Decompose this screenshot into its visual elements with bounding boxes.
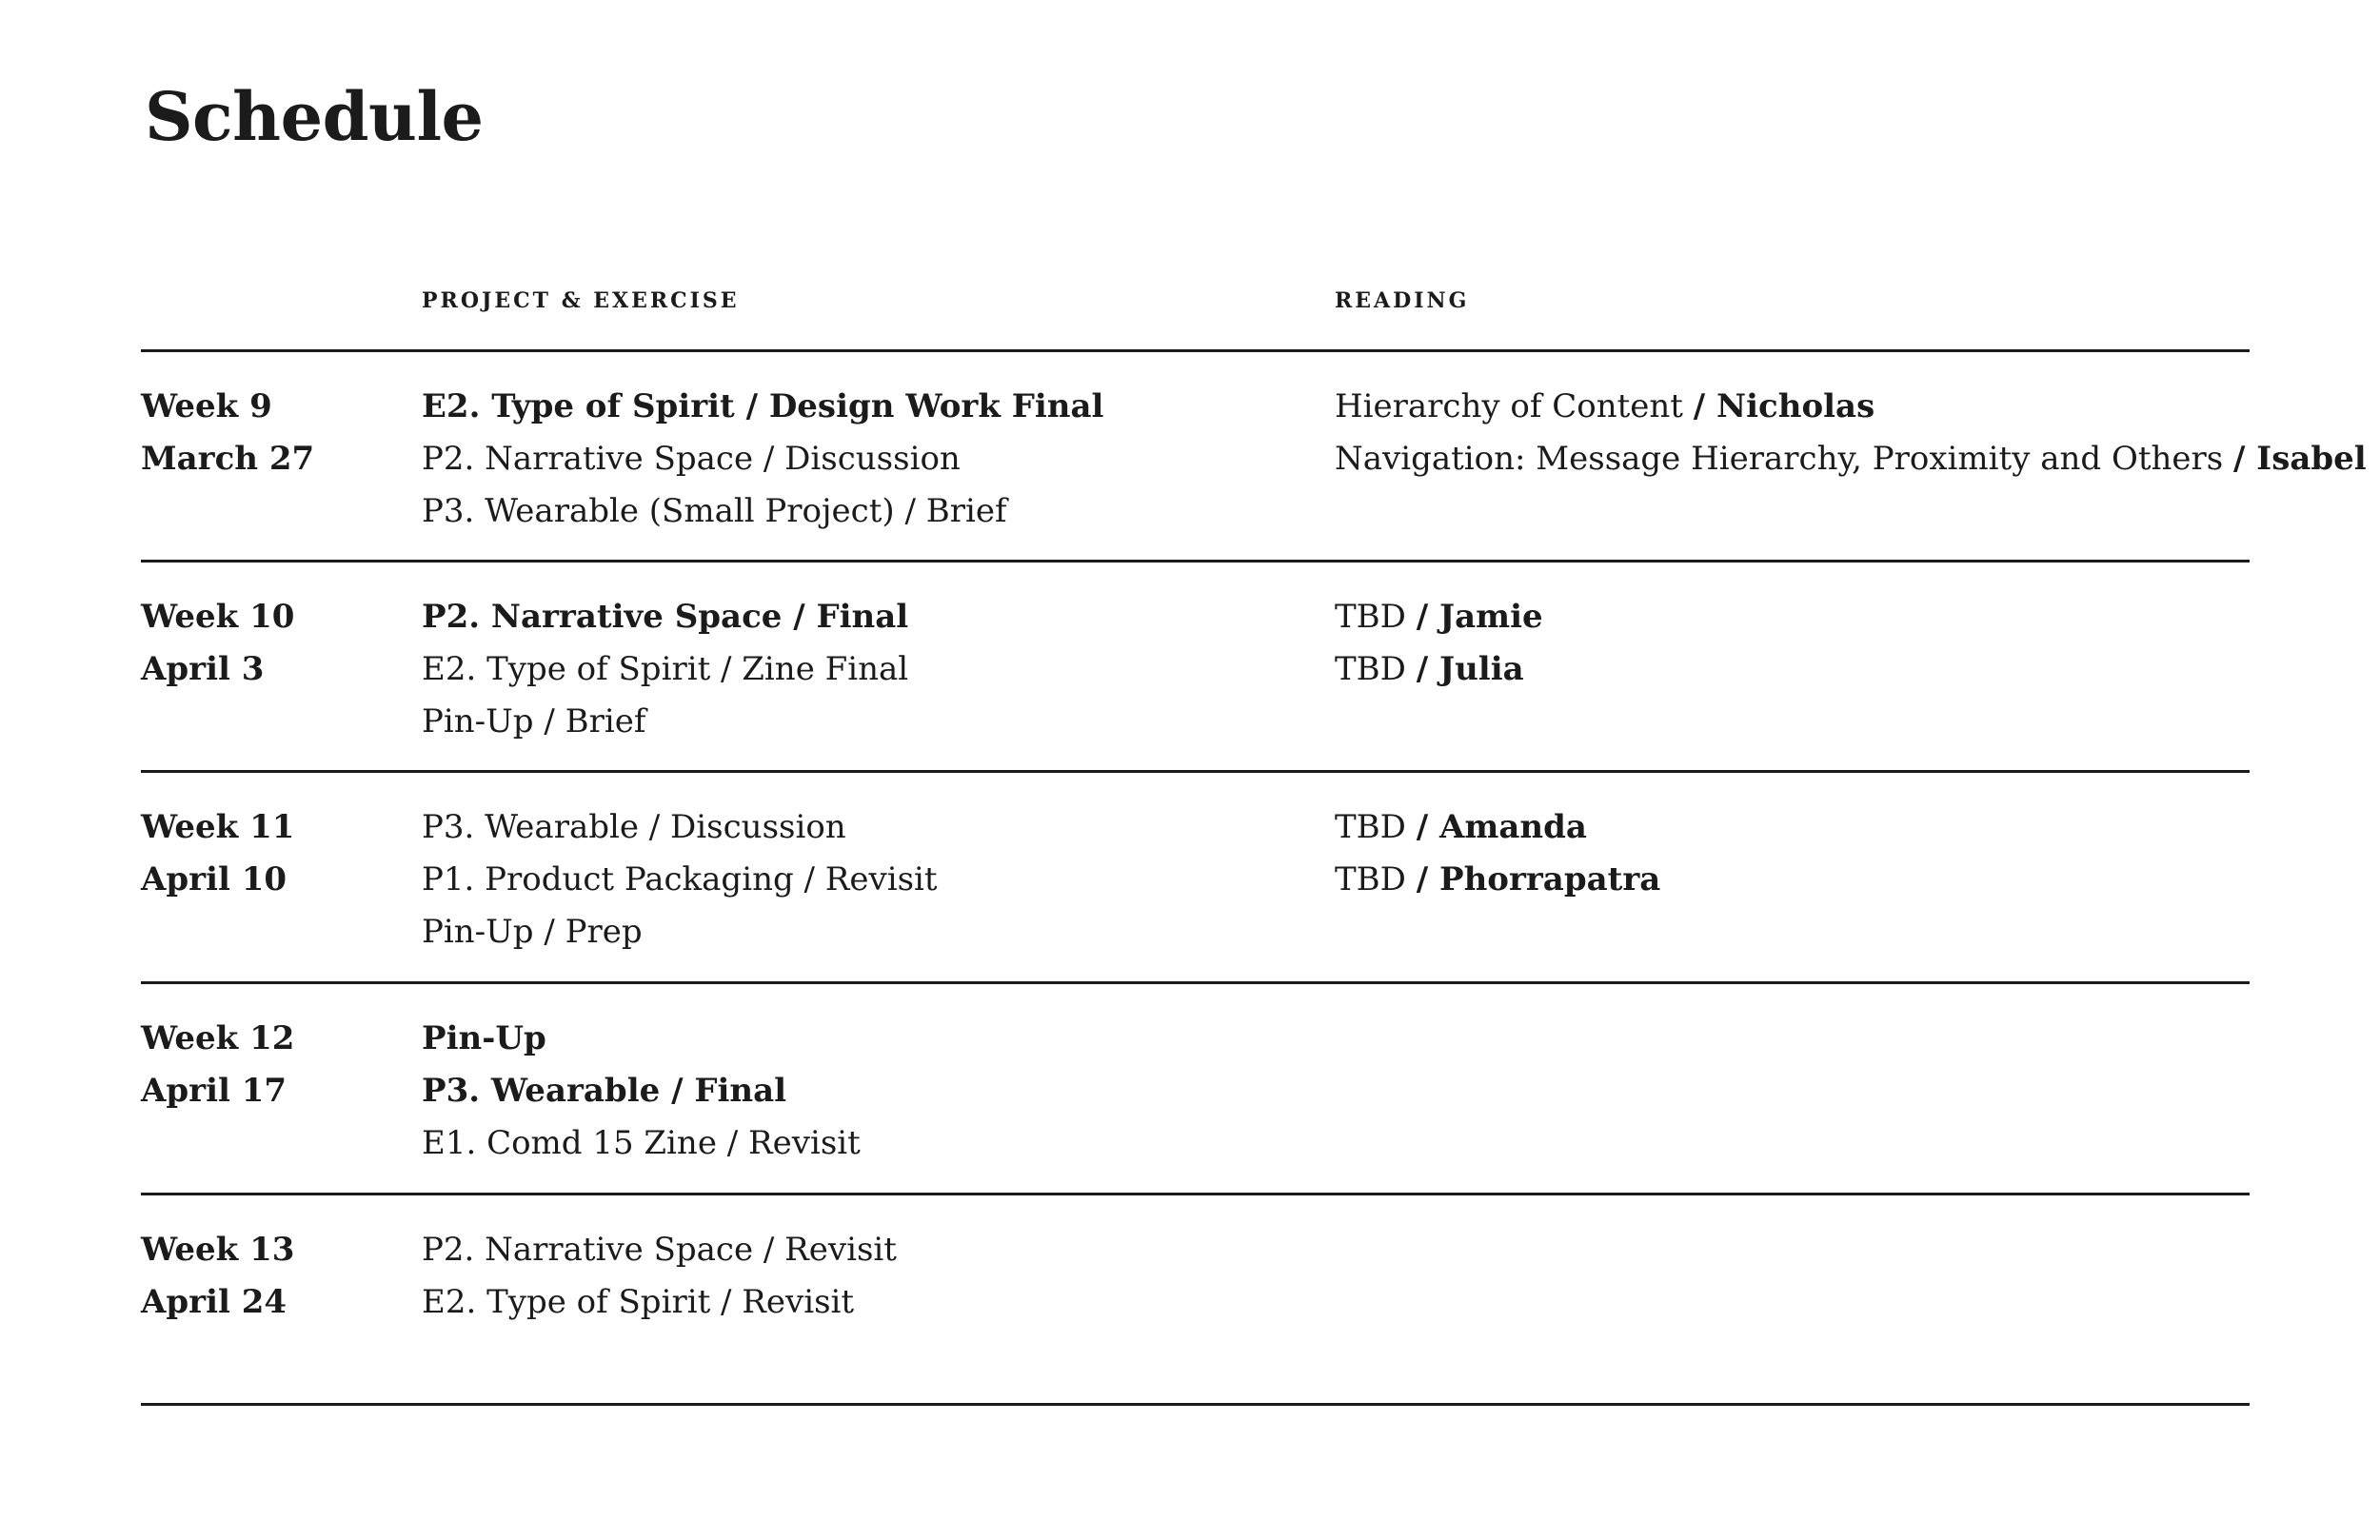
schedule-row-week-9 bbox=[141, 352, 2367, 560]
reading-presenter: / Jamie bbox=[1416, 598, 1543, 636]
project-item: P3. Wearable (Small Project) / Brief bbox=[422, 492, 1007, 530]
divider bbox=[141, 1403, 2250, 1406]
project-cell bbox=[422, 591, 1317, 748]
project-cell bbox=[422, 1013, 1317, 1170]
project-item: P1. Product Packaging / Revisit bbox=[422, 860, 938, 898]
schedule-row-week-10 bbox=[141, 563, 2250, 770]
reading-presenter: / Julia bbox=[1416, 650, 1524, 688]
reading-title: TBD bbox=[1335, 860, 1406, 898]
week-date: March 27 bbox=[141, 440, 315, 478]
week-label: Week 10 bbox=[141, 598, 295, 636]
reading-presenter: / Isabel bbox=[2233, 440, 2367, 478]
page-title: Schedule bbox=[145, 77, 484, 156]
week-date: April 24 bbox=[141, 1283, 288, 1321]
reading-item bbox=[1335, 801, 2250, 854]
week-cell bbox=[141, 1224, 407, 1329]
reading-item bbox=[1335, 854, 2250, 906]
project-item: P3. Wearable / Final bbox=[422, 1072, 787, 1110]
week-label: Week 9 bbox=[141, 387, 272, 425]
project-item: E2. Type of Spirit / Revisit bbox=[422, 1283, 855, 1321]
schedule-row-week-13 bbox=[141, 1195, 2250, 1403]
week-label: Week 12 bbox=[141, 1019, 295, 1057]
reading-title: Hierarchy of Content bbox=[1335, 387, 1683, 425]
reading-cell bbox=[1335, 381, 2367, 485]
reading-title: TBD bbox=[1335, 650, 1406, 688]
reading-item bbox=[1335, 591, 2250, 643]
reading-title: TBD bbox=[1335, 808, 1406, 846]
project-item: E1. Comd 15 Zine / Revisit bbox=[422, 1124, 861, 1162]
column-headers bbox=[141, 286, 2250, 316]
schedule-row-week-12 bbox=[141, 984, 2250, 1192]
reading-item bbox=[1335, 381, 2250, 433]
project-item: P3. Wearable / Discussion bbox=[422, 808, 846, 846]
week-cell bbox=[141, 591, 407, 696]
week-date: April 10 bbox=[141, 860, 288, 898]
week-cell bbox=[141, 801, 407, 906]
week-date: April 3 bbox=[141, 650, 265, 688]
reading-item bbox=[1335, 433, 2367, 485]
reading-presenter: / Phorrapatra bbox=[1416, 860, 1661, 898]
column-header-project: PROJECT & EXERCISE bbox=[422, 288, 740, 313]
week-cell bbox=[141, 381, 407, 485]
project-cell bbox=[422, 381, 1317, 538]
reading-item bbox=[1335, 643, 2250, 696]
project-item: Pin-Up bbox=[422, 1019, 546, 1057]
week-cell bbox=[141, 1013, 407, 1117]
project-cell bbox=[422, 1224, 1317, 1329]
project-item: E2. Type of Spirit / Zine Final bbox=[422, 650, 909, 688]
reading-title: Navigation: Message Hierarchy, Proximity and Others bbox=[1335, 440, 2224, 478]
project-item: Pin-Up / Prep bbox=[422, 913, 643, 951]
week-date: April 17 bbox=[141, 1072, 288, 1110]
project-item: P2. Narrative Space / Revisit bbox=[422, 1231, 897, 1269]
reading-cell bbox=[1335, 591, 2250, 696]
reading-presenter: / Amanda bbox=[1416, 808, 1587, 846]
column-header-reading: READING bbox=[1335, 288, 1470, 313]
week-label: Week 13 bbox=[141, 1231, 295, 1269]
project-item: P2. Narrative Space / Discussion bbox=[422, 440, 961, 478]
week-label: Week 11 bbox=[141, 808, 295, 846]
reading-presenter: / Nicholas bbox=[1693, 387, 1875, 425]
project-item: P2. Narrative Space / Final bbox=[422, 598, 909, 636]
project-item: E2. Type of Spirit / Design Work Final bbox=[422, 387, 1104, 425]
reading-title: TBD bbox=[1335, 598, 1406, 636]
project-cell bbox=[422, 801, 1317, 958]
project-item: Pin-Up / Brief bbox=[422, 702, 646, 740]
schedule-row-week-11 bbox=[141, 773, 2250, 980]
reading-cell bbox=[1335, 801, 2250, 906]
